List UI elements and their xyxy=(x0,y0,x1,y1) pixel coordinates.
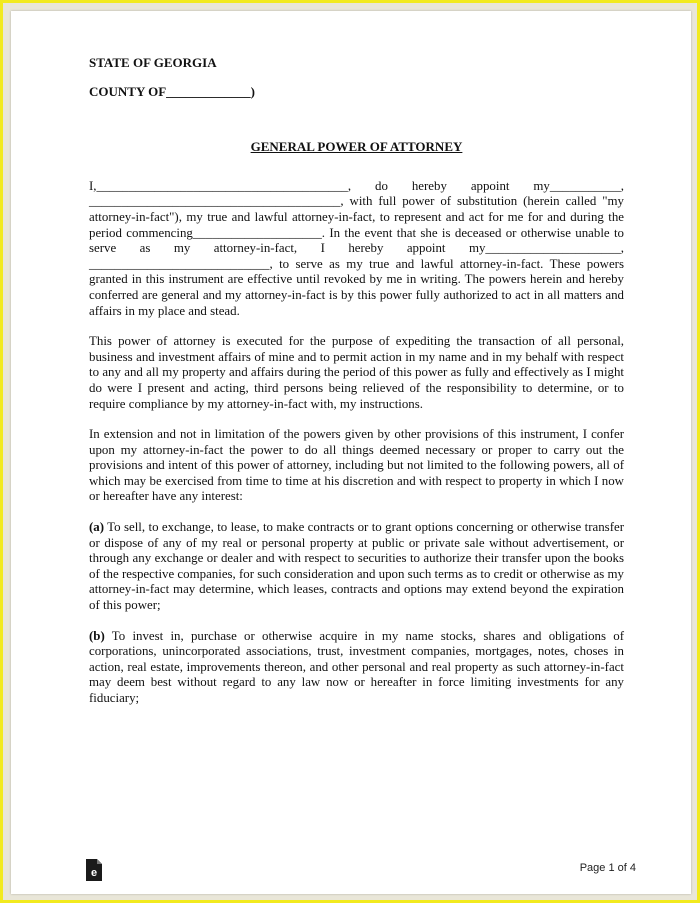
document-page xyxy=(11,11,691,894)
clause-b-text: To invest in, purchase or otherwise acquire in my name stocks, shares and obligations of corporations, unincorporated associations, trust, investment companies, mortgages, notes, choses in action, real estate, improvements thereon, and other personal and real property as such attorney-in-fact may deem best without regard to any law now or hereafter in force limiting investments for any fiduciary; xyxy=(89,628,624,705)
document-content xyxy=(89,55,624,722)
page-footer xyxy=(11,857,691,887)
paragraph-powers: In extension and not in limitation of the powers given by other provisions of this instrument, I confer upon my attorney-in-fact the power to do all things deemed necessary or proper to carry out the provisions and intent of this power of attorney, including but not limited to the following powers, all of which may be exercised from time to time at his discretion and with respect to property in which I now or hereafter have any interest: xyxy=(89,427,624,504)
clause-a-label: (a) xyxy=(89,520,105,535)
county-heading: COUNTY OF_____________) xyxy=(89,83,255,99)
page-number: Page 1 of 4 xyxy=(579,862,636,874)
clause-b xyxy=(89,629,624,707)
clause-a-text: To sell, to exchange, to lease, to make contracts or to grant options concerning or otherwise transfer or dispose of any of my real or personal property at public or private sale without advertisement, or through any exchange or dealer and with respect to securities to authorize their transfer upon the books of the respective companies, for such consideration and upon such terms as to credit or otherwise as my attorney-in-fact may determine, which leases, contracts and options may extend beyond the expiration of this power; xyxy=(89,520,624,613)
document-title: GENERAL POWER OF ATTORNEY xyxy=(250,139,463,155)
clause-b-label: (b) xyxy=(89,628,105,643)
svg-text:e: e xyxy=(90,867,98,879)
eforms-logo-icon xyxy=(85,859,103,881)
paragraph-purpose: This power of attorney is executed for the purpose of expediting the transaction of all personal, business and investment affairs of mine and to permit action in my name and in my behalf with respect to any and all my property and affairs during the period of this power as fully and effectively as I might do were I present and acting, third persons being relieved of the responsibility to determine, or to require compliance by my attorney-in-fact with, my instructions. xyxy=(89,334,624,411)
state-heading: STATE OF GEORGIA xyxy=(89,55,217,70)
clause-a xyxy=(89,520,624,614)
paragraph-appointment: I,_______________________________________, do hereby appoint my___________, _______________________________________, with full power of substitution (herein called "my attorney-in-fact"), my true and lawful attorney-in-fact, to represent and act for me for and during the period commencing____________________. In the event that she is deceased or otherwise unable to serve as my attorney-in-fact, I hereby appoint my_____________________, ____________________________, to serve as my true and lawful attorney-in-fact. These powers granted in this instrument are effective until revoked by me in writing. The powers herein and hereby conferred are general and my attorney-in-fact is by this power fully authorized to act in all matters and affairs in my place and stead. xyxy=(89,178,624,318)
